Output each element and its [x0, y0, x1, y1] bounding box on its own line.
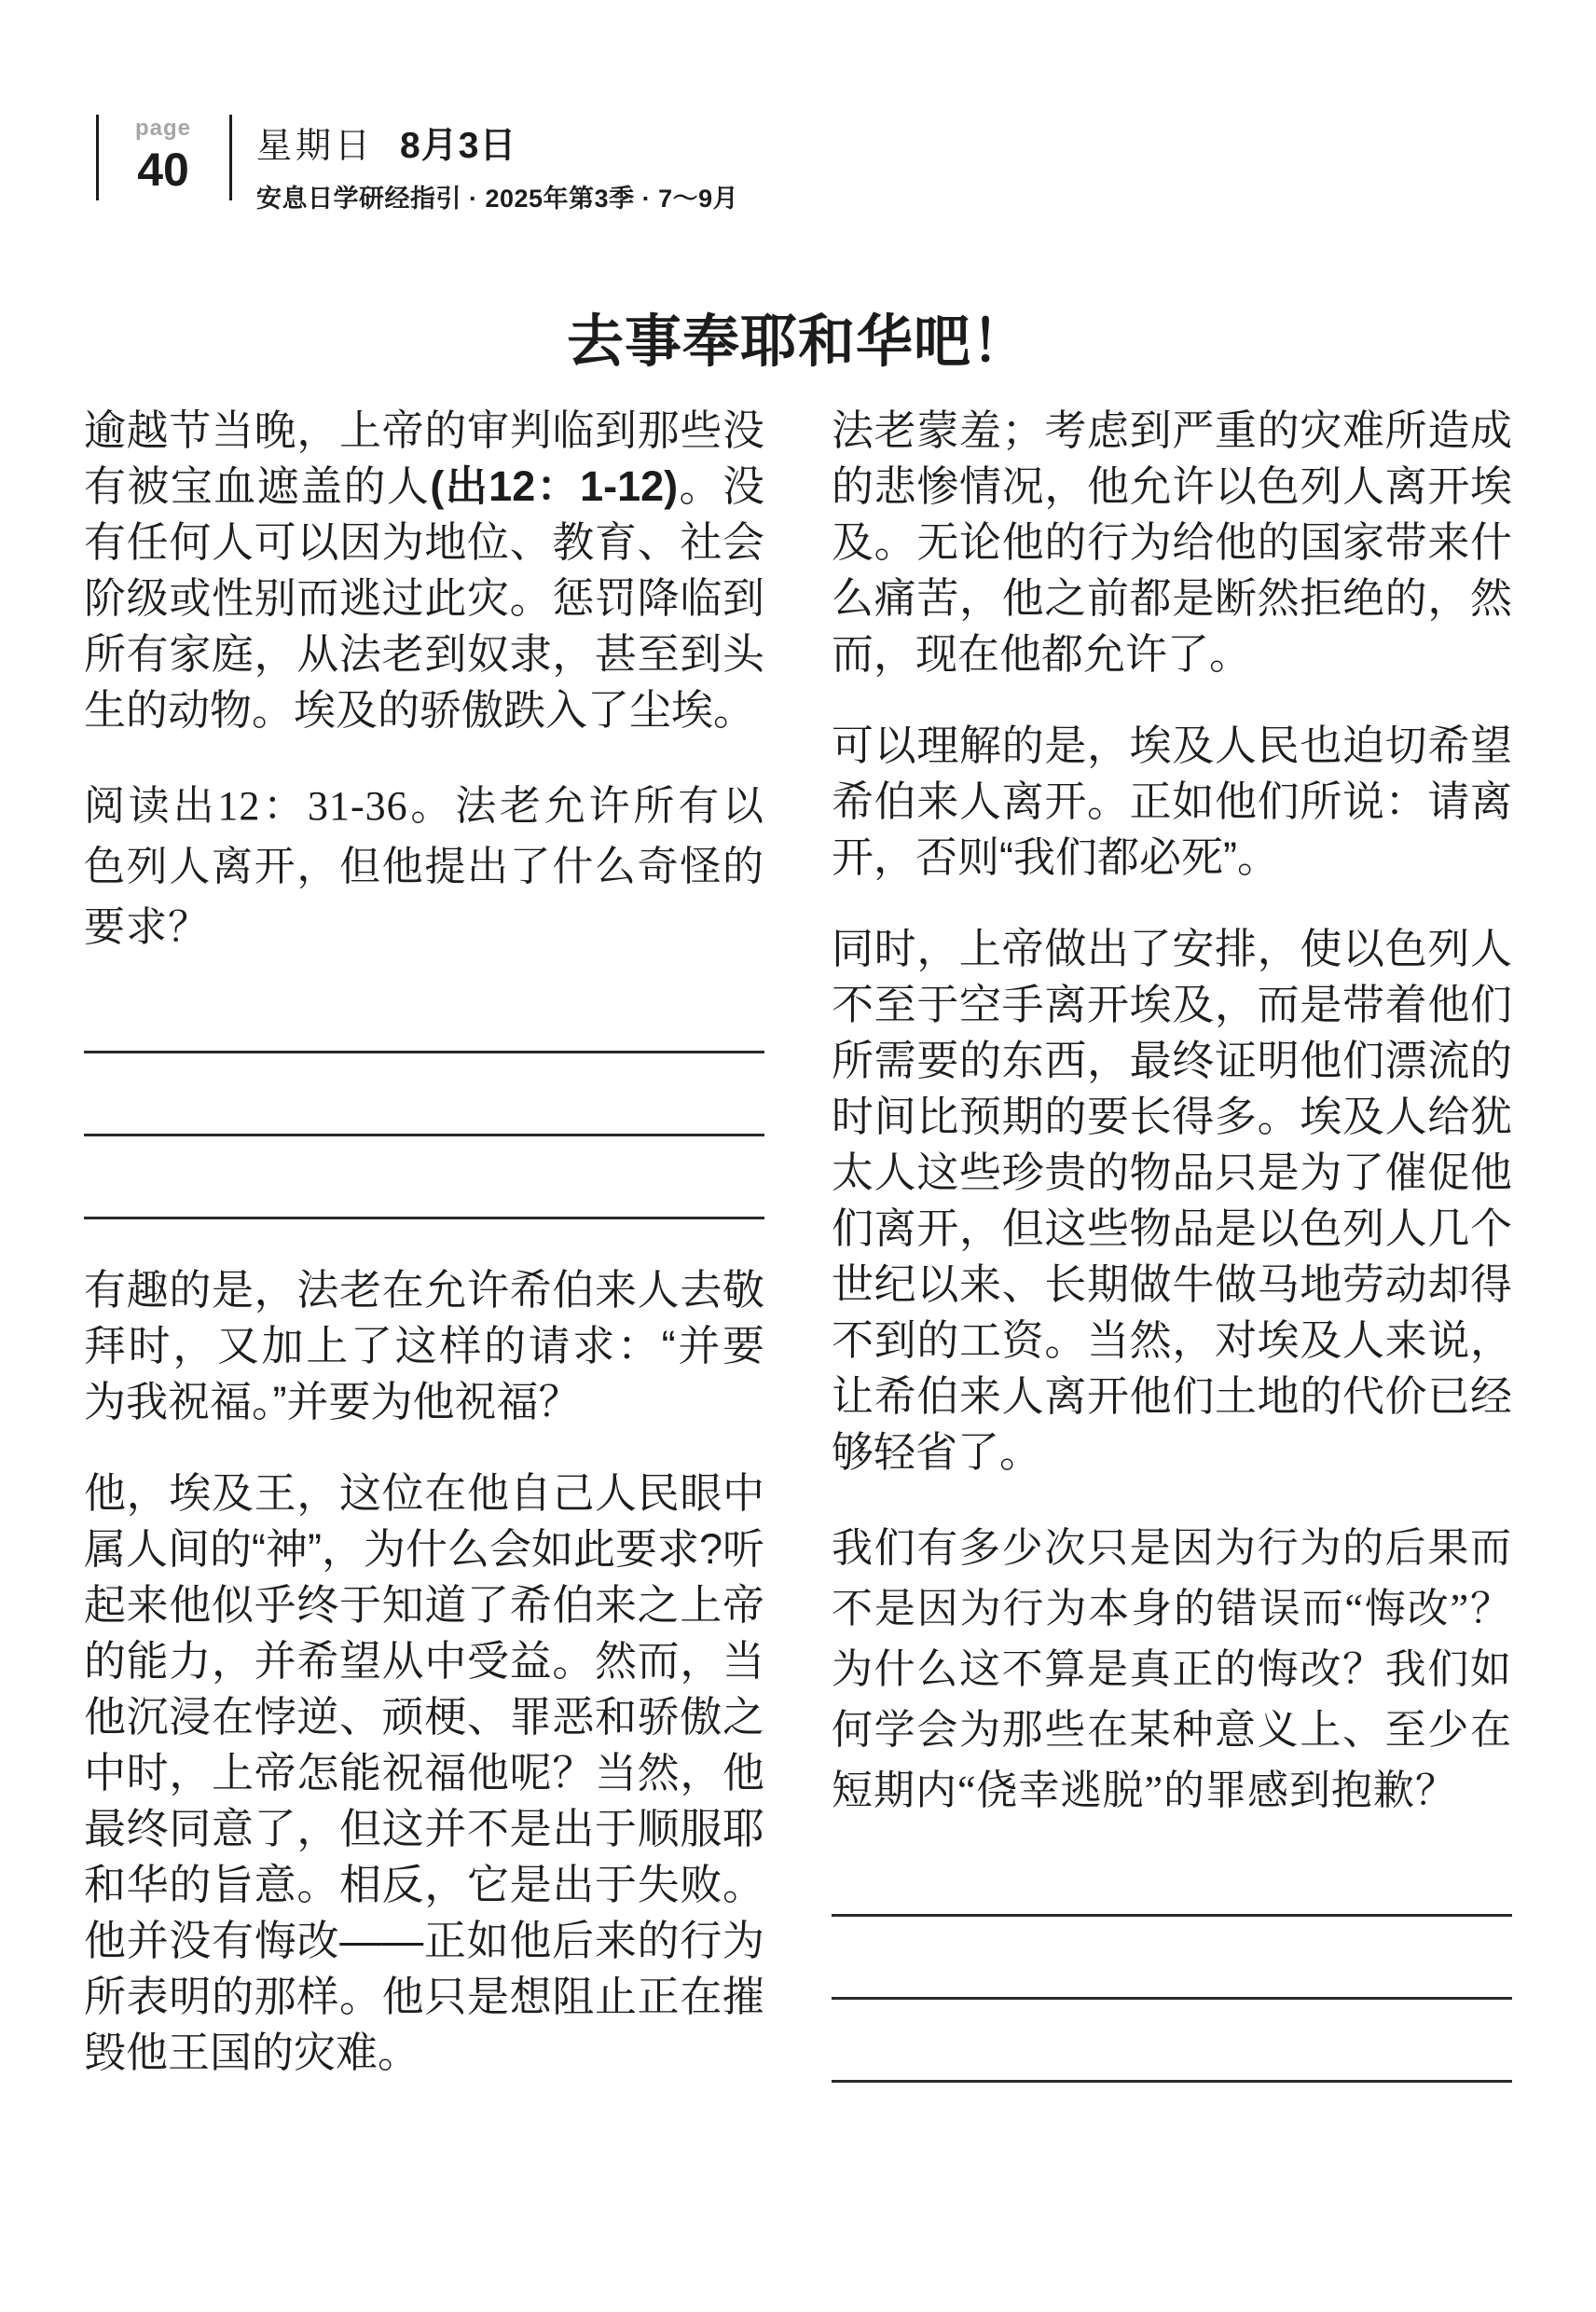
- paragraph: 同时，上帝做出了安排，使以色列人不至于空手离开埃及，而是带着他们所需要的东西，最终证明他们漂流的时间比预期的要长得多。埃及人给犹太人这些珍贵的物品只是为了催促他们离开，但这些物品是以色列人几个世纪以来、长期做牛做马地劳动却得不到的工资。当然，对埃及人来说，让希伯来人离开他们土地的代价已经够轻省了。: [832, 925, 1512, 1476]
- paragraph: [84, 403, 764, 738]
- study-question: 阅读出12：31-36。法老允许所有以色列人离开，但他提出了什么奇怪的要求？: [84, 783, 764, 950]
- answer-line: [84, 970, 764, 1053]
- paragraph: 他，埃及王，这位在他自己人民眼中属人间的“神”，为什么会如此要求?听起来他似乎终于知道了希伯来之上帝的能力，并希望从中受益。然而，当他沉浸在悖逆、顽梗、罪恶和骄傲之中时，上帝怎能祝福他呢？当然，他最终同意了，但这并不是出于顺服耶和华的旨意。相反，它是出于失败。他并没有悔改——正如他后来的行为所表明的那样。他只是想阻止正在摧毁他王国的灾难。: [84, 1469, 764, 2076]
- answer-line: [84, 1136, 764, 1219]
- answer-line: [832, 1834, 1512, 1917]
- right-column: [832, 403, 1512, 2083]
- answer-line: [832, 2000, 1512, 2083]
- page-label: page: [134, 116, 191, 141]
- paragraph: 法老蒙羞；考虑到严重的灾难所造成的悲惨情况，他允许以色列人离开埃及。无论他的行为给他的国家带来什么痛苦，他之前都是断然拒绝的，然而，现在他都允许了。: [832, 406, 1512, 678]
- date-label: 8月3日: [400, 126, 517, 166]
- paragraph-text: 逾越节当晚，上帝的审判临到那些没有被宝血遮盖的人: [84, 406, 764, 510]
- weekday-label: 星期日: [256, 127, 375, 166]
- page-number: 40: [137, 144, 189, 196]
- two-column-body: [84, 403, 1512, 2083]
- reflection-question: 我们有多少次只是因为行为的后果而不是因为行为本身的错误而“悔改”？为什么这不算是真正的悔改？我们如何学会为那些在某种意义上、至少在短期内“侥幸逃脱”的罪感到抱歉？: [832, 1525, 1512, 1813]
- header-text: [232, 115, 738, 214]
- left-column: [84, 403, 764, 2083]
- answer-lines-block: [84, 970, 764, 1219]
- answer-lines-block: [832, 1834, 1512, 2083]
- paragraph: 有趣的是，法老在允许希伯来人去敬拜时，又加上了这样的请求：“并要为我祝福。”并要为他祝福？: [84, 1266, 764, 1425]
- answer-line: [84, 1053, 764, 1136]
- paragraph-text: 。没有任何人可以因为地位、教育、社会阶级或性别而逃过此灾。惩罚降临到所有家庭，从法老到奴隶，甚至到头生的动物。埃及的骄傲跌入了尘埃。: [84, 462, 764, 734]
- page-number-block: [99, 115, 229, 214]
- scripture-reference: (出12：1-12): [430, 462, 679, 510]
- paragraph: 可以理解的是，埃及人民也迫切希望希伯来人离开。正如他们所说：请离开，否则“我们都必死”。: [832, 722, 1512, 881]
- page-title: 去事奉耶和华吧！: [566, 311, 1029, 374]
- lesson-guide-subtitle: 安息日学研经指引 · 2025年第3季 · 7～9月: [256, 185, 739, 213]
- page-header: [96, 115, 738, 214]
- day-date-line: [256, 117, 738, 169]
- answer-line: [832, 1917, 1512, 2000]
